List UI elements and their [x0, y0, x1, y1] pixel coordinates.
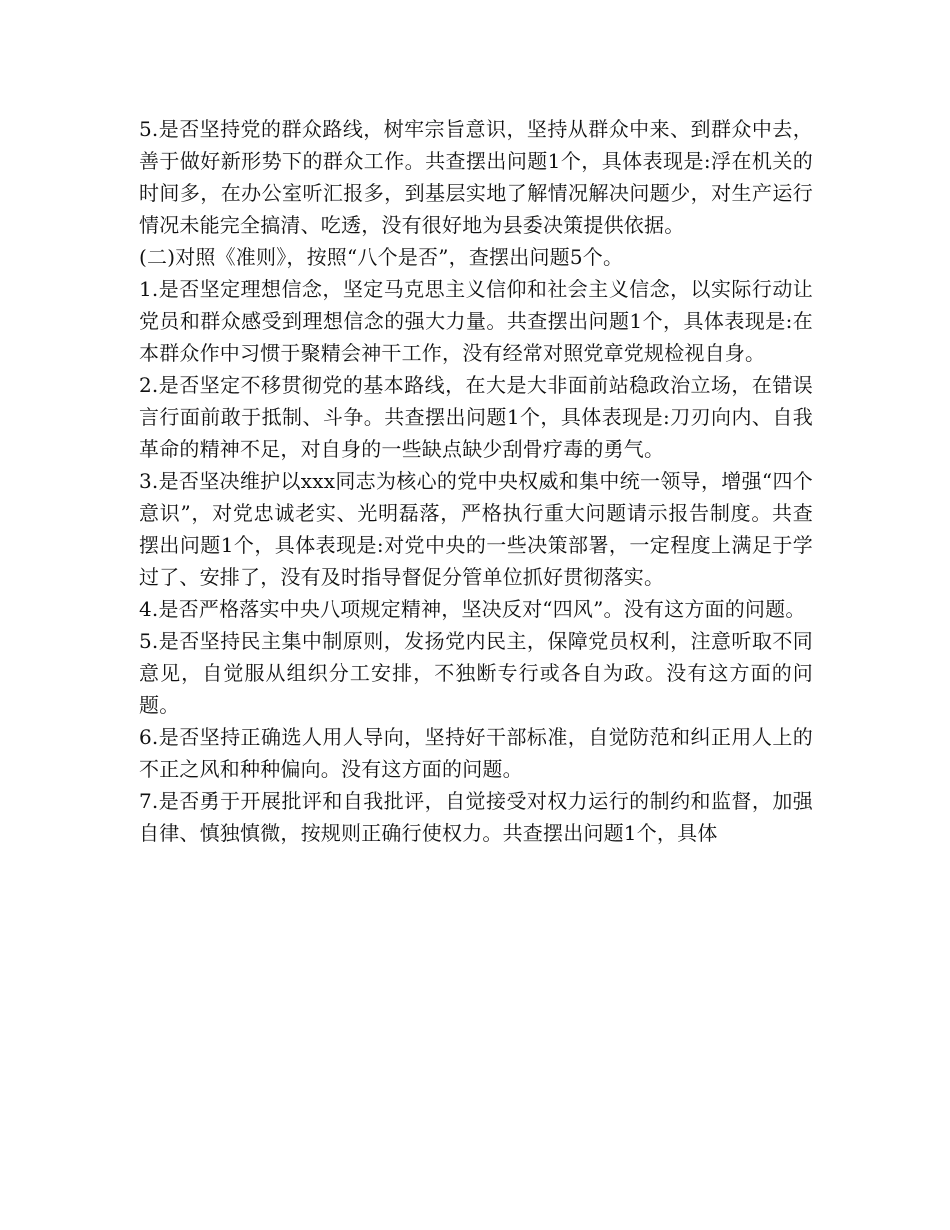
paragraph-item-5-democracy: 5.是否坚持民主集中制原则，发扬党内民主，保障党员权利，注意听取不同意见，自觉服从组织分工安排，不独断专行或各自为政。没有这方面的问题。 [139, 629, 813, 717]
paragraph-item-7-criticism: 7.是否勇于开展批评和自我批评，自觉接受对权力运行的制约和监督，加强自律、慎独慎微，按规则正确行使权力。共查摆出问题1个，具体 [139, 789, 813, 845]
paragraph-item-6-personnel: 6.是否坚持正确选人用人导向，坚持好干部标准，自觉防范和纠正用人上的不正之风和种种偏向。没有这方面的问题。 [139, 725, 813, 781]
paragraph-item-2-basic-line: 2.是否坚定不移贯彻党的基本路线，在大是大非面前站稳政治立场，在错误言行面前敢于抵制、斗争。共查摆出问题1个，具体表现是:刀刃向内、自我革命的精神不足，对自身的一些缺点缺少刮骨疗毒的勇气。 [139, 373, 813, 461]
paragraph-item-5-mass-line: 5.是否坚持党的群众路线，树牢宗旨意识，坚持从群众中来、到群众中去，善于做好新形势下的群众工作。共查摆出问题1个，具体表现是:浮在机关的时间多，在办公室听汇报多，到基层实地了解情况解决问题少，对生产运行情况未能完全搞清、吃透，没有很好地为县委决策提供依据。 [139, 117, 813, 237]
section-heading-2: (二)对照《准则》，按照“八个是否”，查摆出问题5个。 [139, 245, 624, 269]
paragraph-item-1-ideals: 1.是否坚定理想信念，坚定马克思主义信仰和社会主义信念，以实际行动让党员和群众感受到理想信念的强大力量。共查摆出问题1个，具体表现是:在本群众作中习惯于聚精会神干工作，没有经常对照党章党规检视自身。 [139, 277, 813, 365]
paragraph-item-3-authority: 3.是否坚决维护以xxx同志为核心的党中央权威和集中统一领导，增强“四个意识”，对党忠诚老实、光明磊落，严格执行重大问题请示报告制度。共查摆出问题1个，具体表现是:对党中央的一些决策部署，一定程度上满足于学过了、安排了，没有及时指导督促分管单位抓好贯彻落实。 [139, 469, 813, 589]
paragraph-item-4-eight-rules: 4.是否严格落实中央八项规定精神，坚决反对“四风”。没有这方面的问题。 [139, 597, 806, 621]
document-body [139, 113, 813, 849]
